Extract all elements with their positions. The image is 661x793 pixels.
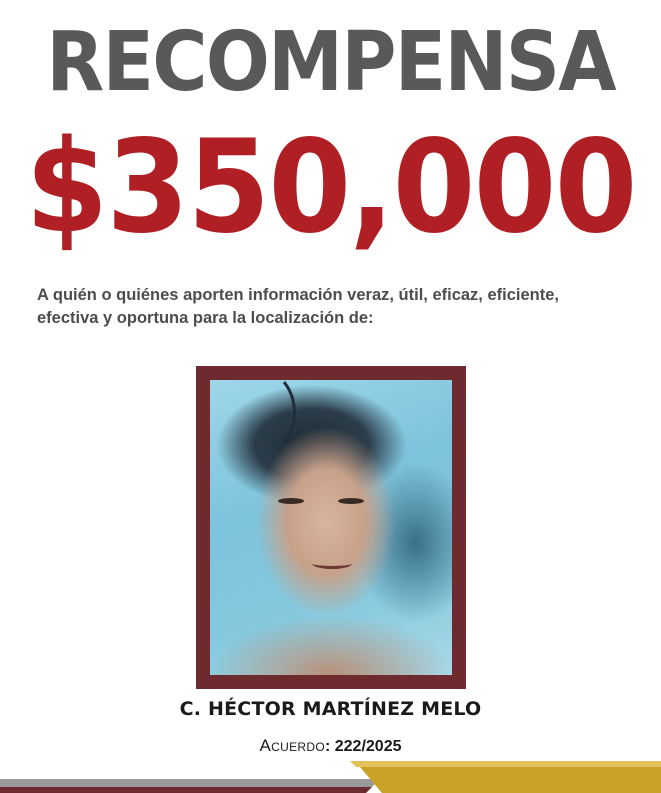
band-gray-stripe [0,779,380,787]
missing-person-photo [210,380,452,675]
band-gold-stripe [360,767,661,793]
agreement-colon: : [324,738,331,755]
reward-description [37,284,637,330]
band-maroon-stripe [0,787,372,793]
photo-detail-eye-right [338,498,364,504]
agreement-label: Acuerdo [259,736,325,755]
band-gold-light [350,761,661,767]
photo-detail-wire [230,380,296,456]
photo-detail-eye-left [278,498,304,504]
person-name: C. HÉCTOR MARTÍNEZ MELO [179,698,482,720]
reward-title: RECOMPENSA [46,15,615,110]
photo-frame [196,366,466,689]
decorative-bottom-band [0,757,661,793]
agreement-line [0,736,661,756]
photo-detail-mouth [312,558,352,569]
agreement-number: 222/2025 [334,738,402,755]
reward-amount: $350,000 [25,113,636,262]
description-line-2: efectiva y oportuna para la localización de: [37,309,374,327]
description-line-1: A quién o quiénes aporten información veraz, útil, eficaz, eficiente, [37,286,559,304]
